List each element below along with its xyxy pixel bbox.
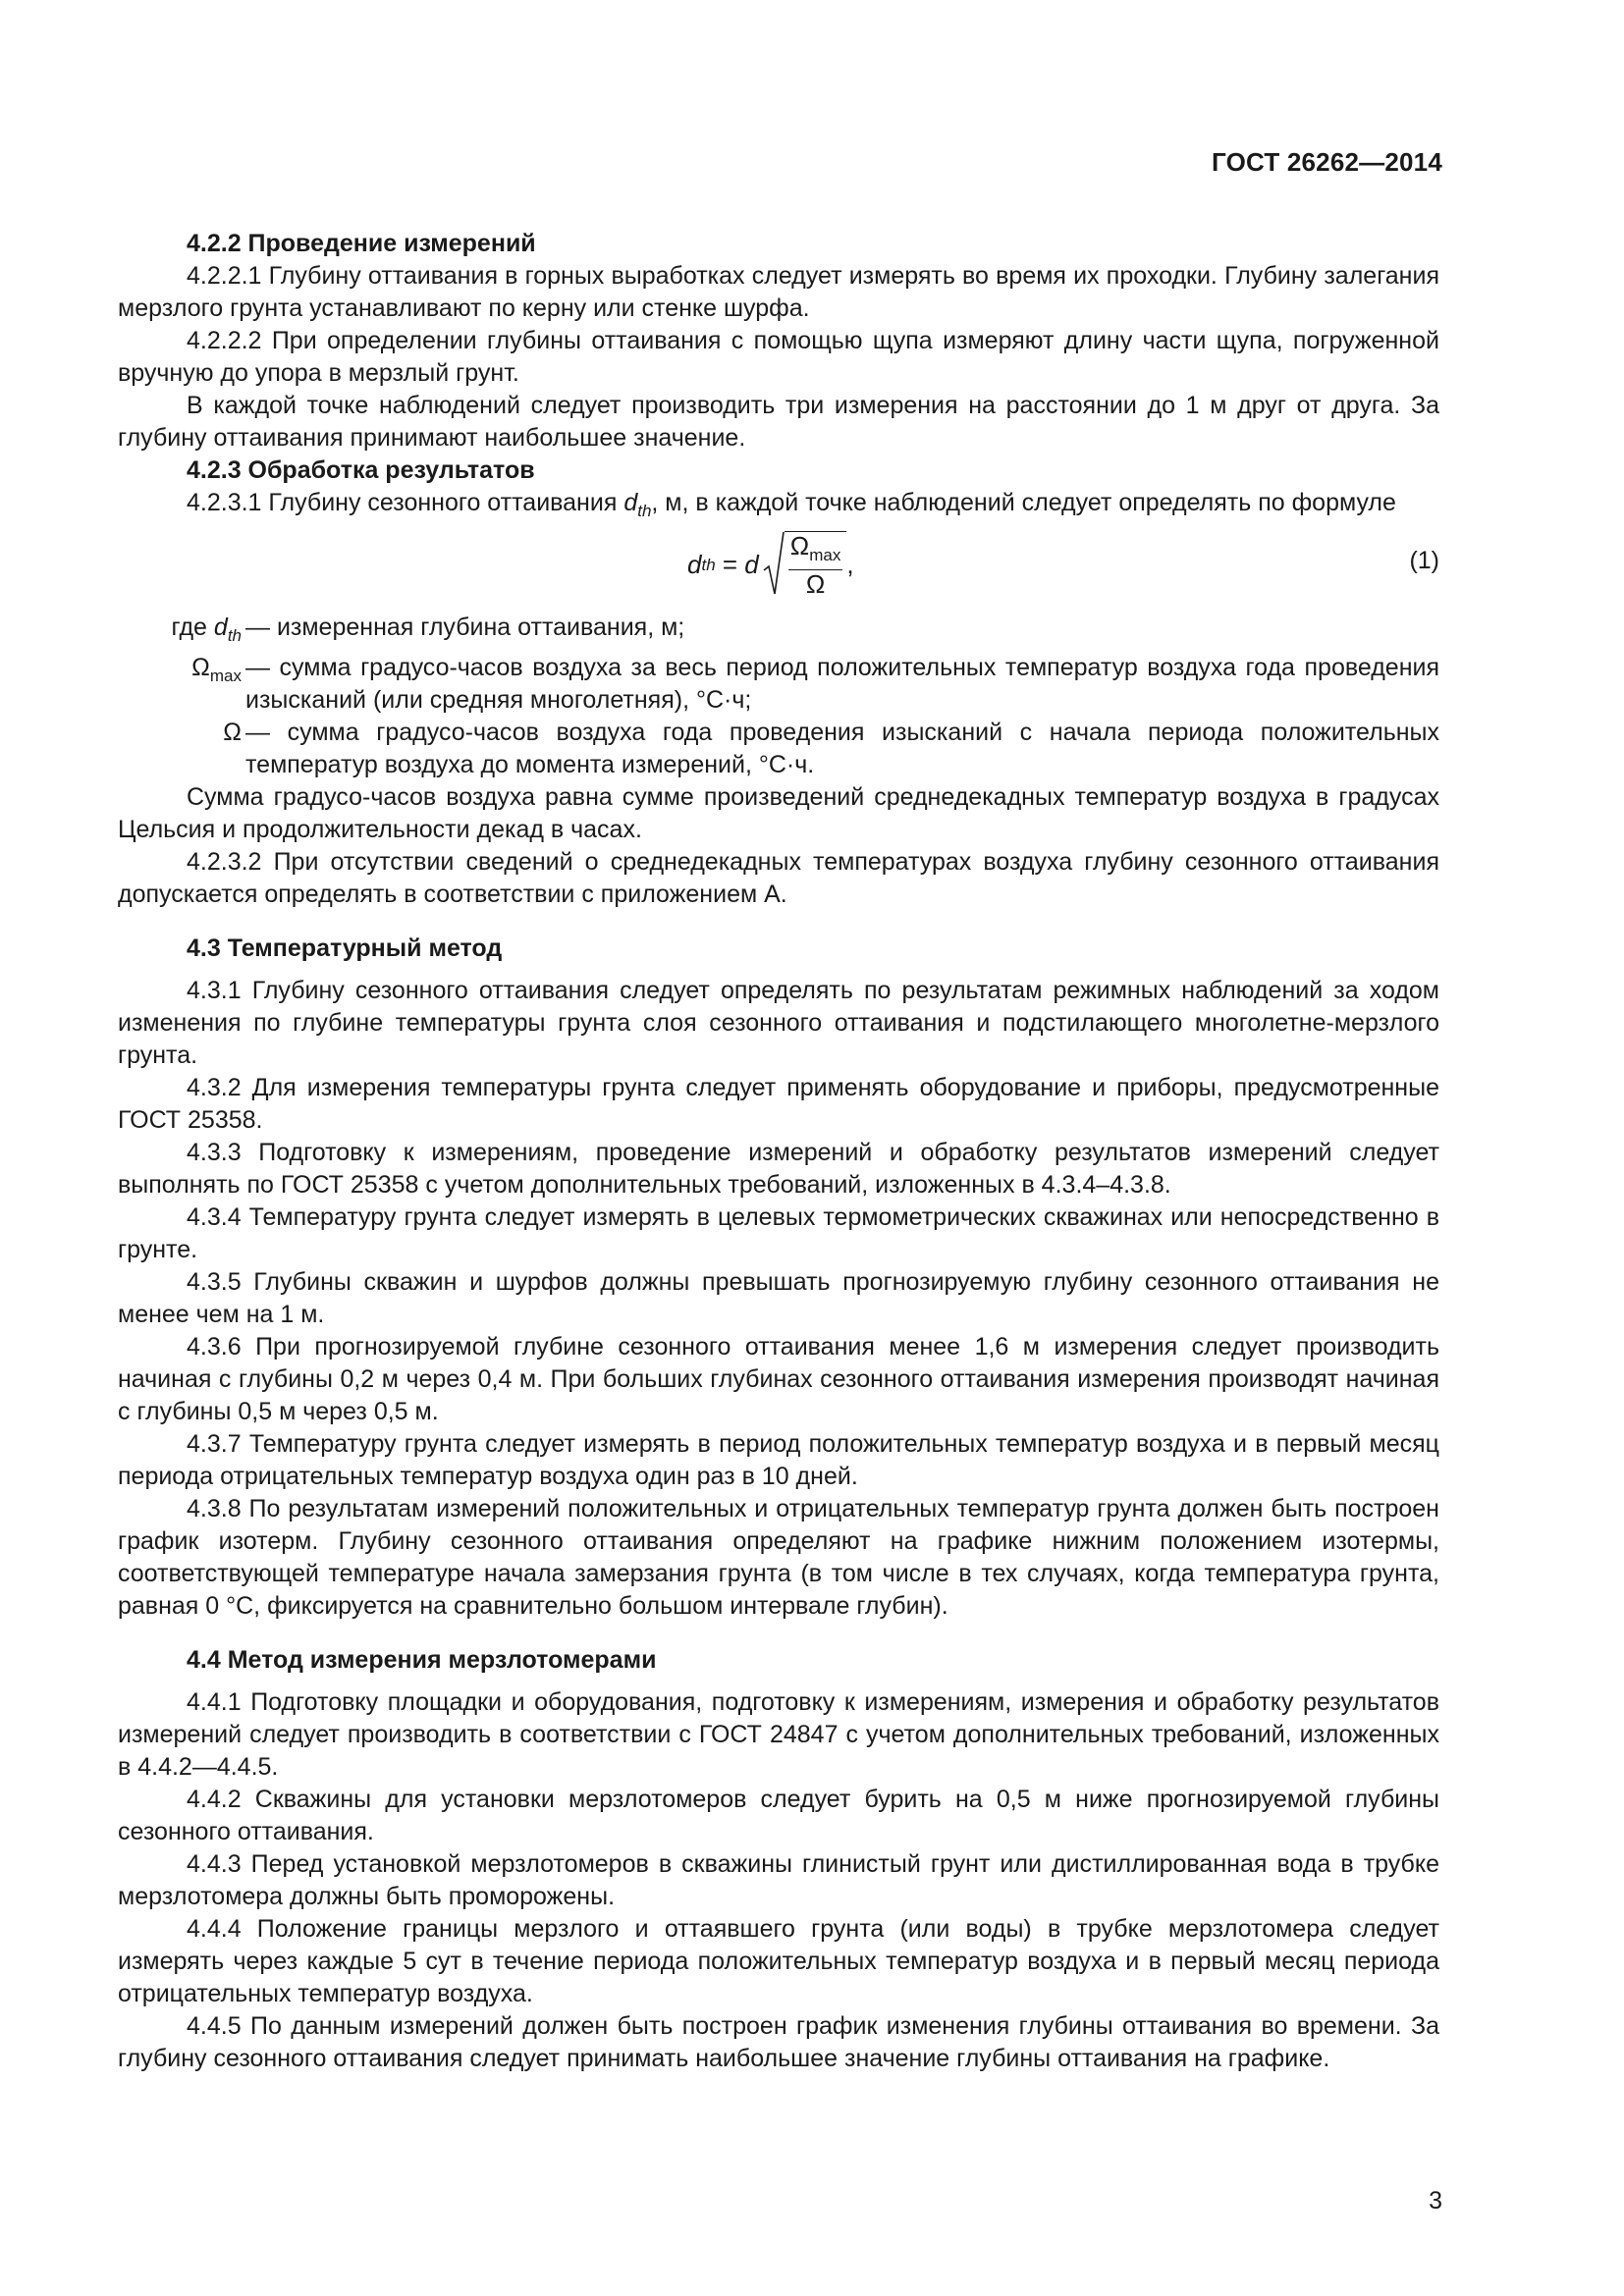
definition-omega: Ω — сумма градусо-часов воздуха года проведения изысканий с начала периода положительных температур воздуха до момента измерений, °С·ч. bbox=[223, 719, 1439, 778]
paragraph-4-4-1: 4.4.1 Подготовку площадки и оборудования, подготовку к измерениям, измерения и обработку результатов измерений следует производить в соответствии с ГОСТ 24847 с учетом дополнительных требований, изложенных в 4.4.2—4.4.5. bbox=[118, 1688, 1439, 1781]
paragraph-4-3-1: 4.3.1 Глубину сезонного оттаивания следует определять по результатам режимных наблюдений за ходом изменения по глубине температуры грунта слоя сезонного оттаивания и подстилающего многолетне-мерзлого грунта. bbox=[118, 977, 1439, 1069]
formula-d: d bbox=[744, 549, 759, 579]
paragraph-4-3-7: 4.3.7 Температуру грунта следует измерять в период положительных температур воздуха и в первый месяц периода отрицательных температур воздуха один раз в 10 дней. bbox=[118, 1430, 1439, 1490]
square-root bbox=[763, 531, 847, 598]
paragraph-4-3-5: 4.3.5 Глубины скважин и шурфов должны превышать прогнозируемую глубину сезонного оттаивания не менее чем на 1 м. bbox=[118, 1268, 1439, 1328]
paragraph-4-3-2: 4.3.2 Для измерения температуры грунта следует применять оборудование и приборы, предусмотренные ГОСТ 25358. bbox=[118, 1074, 1439, 1134]
paragraph-4-3-4: 4.3.4 Температуру грунта следует измерять в целевых термометрических скважинах или непосредственно в грунте. bbox=[118, 1203, 1439, 1263]
page-number: 3 bbox=[1429, 2187, 1442, 2215]
paragraph-4-3-3: 4.3.3 Подготовку к измерениям, проведение измерений и обработку результатов измерений следует выполнять по ГОСТ 25358 с учетом дополнительных требований, изложенных в 4.3.4–4.3.8. bbox=[118, 1139, 1439, 1199]
paragraph-4-2-3-1 bbox=[118, 487, 1439, 527]
section-4-3-heading: 4.3 Температурный метод bbox=[187, 934, 503, 962]
formula-lhs: d bbox=[687, 549, 702, 579]
paragraph-4-3-6: 4.3.6 При прогнозируемой глубине сезонного оттаивания менее 1,6 м измерения следует производить начиная с глубины 0,2 м через 0,4 м. При больших глубинах сезонного оттаивания измерения производят начиная с глубины 0,5 м через 0,5 м. bbox=[118, 1333, 1439, 1425]
paragraph-4-4-3: 4.4.3 Перед установкой мерзлотомеров в скважины глинистый грунт или дистиллированная вода в трубке мерзлотомера должны быть проморожены. bbox=[118, 1850, 1439, 1910]
formula-1 bbox=[118, 527, 1439, 608]
symbol-d-subscript: th bbox=[637, 502, 652, 520]
paragraph-4-2-3-1-tail: , м, в каждой точке наблюдений следует определять по формуле bbox=[651, 489, 1396, 516]
formula-lhs-subscript: th bbox=[701, 555, 716, 574]
paragraph-4-4-5: 4.4.5 По данным измерений должен быть построен график изменения глубины оттаивания во времени. За глубину сезонного оттаивания следует принимать наибольшее значение глубины оттаивания на графике. bbox=[118, 2012, 1439, 2072]
section-4-2-2-heading: 4.2.2 Проведение измерений bbox=[187, 230, 536, 257]
formula-expression bbox=[687, 531, 854, 598]
paragraph-4-2-2-1: 4.2.2.1 Глубину оттаивания в горных выработках следует измерять во время их проходки. Глубину залегания мерзлого грунта устанавливают по керну или стенке шурфа. bbox=[118, 262, 1439, 322]
paragraph-4-2-2-2: 4.2.2.2 При определении глубины оттаивания с помощью щупа измеряют длину части щупа, погруженной вручную до упора в мерзлый грунт. bbox=[118, 327, 1439, 387]
paragraph-4-3-8: 4.3.8 По результатам измерений положительных и отрицательных температур грунта должен быть построен график изотерм. Глубину сезонного оттаивания определяют на графике нижним положением изотермы, соответствующей температуре начала замерзания грунта (в том числе в тех случаях, когда температура грунта, равная 0 °С, фиксируется на сравнительно большом интервале глубин). bbox=[118, 1495, 1439, 1620]
paragraph-4-4-2: 4.4.2 Скважины для установки мерзлотомеров следует бурить на 0,5 м ниже прогнозируемой глубины сезонного оттаивания. bbox=[118, 1786, 1439, 1845]
symbol-d: d bbox=[623, 489, 638, 516]
paragraph-sum-degree-hours: Сумма градусо-часов воздуха равна сумме произведений среднедекадных температур воздуха в градусах Цельсия и продолжительности декад в часах. bbox=[118, 783, 1439, 843]
paragraph-4-2-2-2-cont: В каждой точке наблюдений следует производить три измерения на расстоянии до 1 м друг от друга. За глубину оттаивания принимают наибольшее значение. bbox=[118, 392, 1439, 452]
fraction-numerator: $\Omega_{max}$ bbox=[788, 532, 843, 570]
fraction bbox=[785, 531, 847, 598]
section-4-4-heading: 4.4 Метод измерения мерзлотомерами bbox=[187, 1646, 657, 1674]
radical-sign-icon bbox=[763, 531, 785, 596]
formula-comma: , bbox=[846, 549, 854, 579]
document-header: ГОСТ 26262—2014 bbox=[1212, 147, 1442, 177]
paragraph-4-2-3-1-lead: 4.2.3.1 Глубину сезонного оттаивания bbox=[187, 489, 624, 516]
definitions-list bbox=[118, 612, 1439, 781]
document-body bbox=[118, 228, 1439, 2075]
formula-equals: = bbox=[715, 549, 745, 579]
fraction-denominator: Ω bbox=[805, 569, 826, 599]
formula-number: (1) bbox=[1409, 547, 1439, 574]
definition-omega-max: $\Omega_{max}$ — сумма градусо-часов воздуха за весь период положительных температур воздуха года проведения изысканий (или средняя многолетняя), °С·ч; bbox=[191, 654, 1439, 714]
section-4-2-3-heading: 4.2.3 Обработка результатов bbox=[187, 456, 535, 484]
paragraph-4-4-4: 4.4.4 Положение границы мерзлого и оттаявшего грунта (или воды) в трубке мерзлотомера следует измерять через каждые 5 сут в течение периода положительных температур воздуха и в первый месяц периода отрицательных температур воздуха. bbox=[118, 1915, 1439, 2007]
paragraph-4-2-3-2: 4.2.3.2 При отсутствии сведений о среднедекадных температурах воздуха глубину сезонного оттаивания допускается определять в соответствии с приложением А. bbox=[118, 848, 1439, 908]
definition-d-th: где $d_{th}$ — измеренная глубина оттаивания, м; bbox=[171, 614, 685, 645]
